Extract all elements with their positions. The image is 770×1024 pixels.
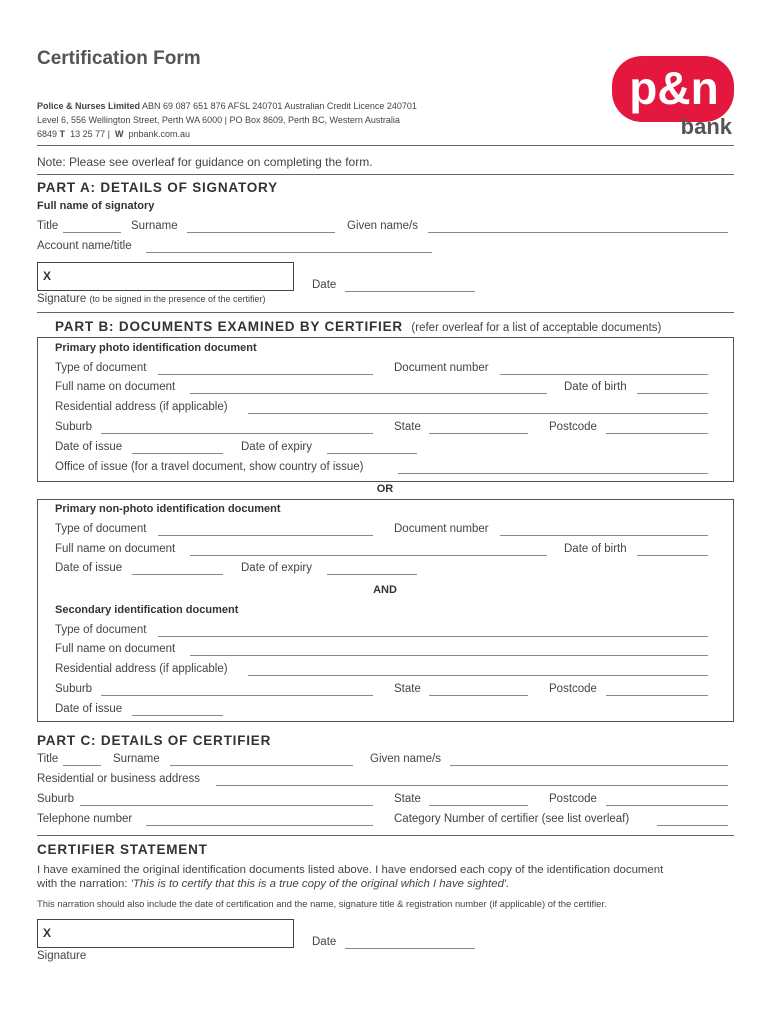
photo-fullname-label: Full name on document bbox=[55, 381, 176, 393]
photo-dob-field[interactable] bbox=[637, 393, 708, 394]
signature-caption: Signature (to be signed in the presence of the certifier) bbox=[37, 293, 266, 305]
certifier-address-field[interactable] bbox=[216, 785, 728, 786]
certifier-phone-label: Telephone number bbox=[37, 813, 133, 825]
signatory-signature-box[interactable] bbox=[37, 262, 294, 291]
photo-dob-label: Date of birth bbox=[564, 381, 627, 393]
photo-suburb-field[interactable] bbox=[101, 433, 373, 434]
company-address: Level 6, 556 Wellington Street, Perth WA 6000 | PO Box 8609, Perth BC, Western Australia bbox=[37, 115, 400, 125]
or-label: OR bbox=[376, 483, 394, 495]
nonphoto-issue-label: Date of issue bbox=[55, 562, 123, 574]
certifier-date-label: Date bbox=[312, 936, 337, 948]
part-c-heading: PART C: DETAILS OF CERTIFIER bbox=[37, 733, 272, 748]
nonphoto-dob-label: Date of birth bbox=[564, 543, 627, 555]
account-label: Account name/title bbox=[37, 240, 132, 252]
photo-office-label: Office of issue (for a travel document, show country of issue) bbox=[55, 461, 364, 473]
logo-mark bbox=[612, 52, 736, 138]
divider bbox=[37, 174, 734, 175]
photo-suburb-label: Suburb bbox=[55, 421, 93, 433]
secondary-postcode-label: Postcode bbox=[549, 683, 597, 695]
secondary-type-label: Type of document bbox=[55, 624, 147, 636]
part-a-heading: PART A: DETAILS OF SIGNATORY bbox=[37, 180, 278, 195]
and-label: AND bbox=[373, 584, 397, 596]
signatory-given-label: Given name/s bbox=[347, 220, 418, 232]
certifier-address-label: Residential or business address bbox=[37, 773, 201, 785]
divider bbox=[37, 312, 734, 313]
nonphoto-issue-field[interactable] bbox=[132, 574, 223, 575]
part-b-heading: PART B: DOCUMENTS EXAMINED BY CERTIFIER bbox=[55, 319, 403, 334]
certifier-given-label: Given name/s bbox=[370, 753, 441, 765]
nonphoto-type-label: Type of document bbox=[55, 523, 147, 535]
photo-type-field[interactable] bbox=[158, 374, 373, 375]
signatory-surname-field[interactable] bbox=[187, 232, 335, 233]
certifier-state-label: State bbox=[394, 793, 421, 805]
certifier-postcode-label: Postcode bbox=[549, 793, 597, 805]
signatory-title-field[interactable] bbox=[63, 232, 121, 233]
secondary-suburb-label: Suburb bbox=[55, 683, 93, 695]
photo-fullname-field[interactable] bbox=[190, 393, 547, 394]
photo-postcode-label: Postcode bbox=[549, 421, 597, 433]
signatory-surname-label: Surname bbox=[131, 220, 178, 232]
svg-text:bank: bank bbox=[680, 114, 732, 138]
certifier-phone-field[interactable] bbox=[146, 825, 373, 826]
certifier-suburb-field[interactable] bbox=[80, 805, 373, 806]
signatory-date-field[interactable] bbox=[345, 291, 475, 292]
certifier-signature-label: Signature bbox=[37, 950, 87, 962]
divider bbox=[37, 145, 734, 146]
certifier-category-label: Category Number of certifier (see list overleaf) bbox=[394, 813, 630, 825]
signatory-date-label: Date bbox=[312, 279, 337, 291]
photo-docnum-label: Document number bbox=[394, 362, 489, 374]
company-abn: ABN 69 087 651 876 AFSL 240701 Australian Credit Licence 240701 bbox=[142, 101, 417, 111]
certifier-surname-label: Surname bbox=[113, 753, 160, 765]
nonphoto-expiry-field[interactable] bbox=[327, 574, 417, 575]
photo-state-field[interactable] bbox=[429, 433, 528, 434]
certifier-state-field[interactable] bbox=[429, 805, 528, 806]
company-details bbox=[37, 99, 597, 141]
secondary-fullname-field[interactable] bbox=[190, 655, 708, 656]
photo-office-field[interactable] bbox=[398, 473, 708, 474]
statement-line-1: I have examined the original identification documents listed above. I have endorsed each copy of the identification document bbox=[37, 864, 664, 876]
certifier-category-field[interactable] bbox=[657, 825, 728, 826]
photo-id-heading: Primary photo identification document bbox=[55, 342, 257, 354]
photo-type-label: Type of document bbox=[55, 362, 147, 374]
part-b-note: (refer overleaf for a list of acceptable documents) bbox=[411, 322, 662, 334]
part-a-subheading: Full name of signatory bbox=[37, 200, 155, 212]
photo-address-label: Residential address (if applicable) bbox=[55, 401, 228, 413]
photo-expiry-field[interactable] bbox=[327, 453, 417, 454]
secondary-suburb-field[interactable] bbox=[101, 695, 373, 696]
photo-state-label: State bbox=[394, 421, 421, 433]
secondary-address-label: Residential address (if applicable) bbox=[55, 663, 228, 675]
part-b-heading-row bbox=[55, 318, 661, 336]
secondary-heading: Secondary identification document bbox=[55, 604, 239, 616]
certifier-signature-box[interactable] bbox=[37, 919, 294, 948]
signature-x: X bbox=[43, 269, 52, 283]
signature-x: X bbox=[43, 926, 52, 940]
nonphoto-docnum-label: Document number bbox=[394, 523, 489, 535]
certifier-title-field[interactable] bbox=[63, 765, 101, 766]
photo-postcode-field[interactable] bbox=[606, 433, 708, 434]
signatory-given-field[interactable] bbox=[428, 232, 728, 233]
secondary-type-field[interactable] bbox=[158, 636, 708, 637]
form-title: Certification Form bbox=[37, 48, 201, 69]
photo-expiry-label: Date of expiry bbox=[241, 441, 312, 453]
photo-docnum-field[interactable] bbox=[500, 374, 708, 375]
account-field[interactable] bbox=[146, 252, 432, 253]
photo-issue-label: Date of issue bbox=[55, 441, 123, 453]
nonphoto-type-field[interactable] bbox=[158, 535, 373, 536]
photo-issue-field[interactable] bbox=[132, 453, 223, 454]
nonphoto-fullname-label: Full name on document bbox=[55, 543, 176, 555]
secondary-postcode-field[interactable] bbox=[606, 695, 708, 696]
nonphoto-fullname-field[interactable] bbox=[190, 555, 547, 556]
divider bbox=[37, 835, 734, 836]
pn-bank-logo bbox=[612, 52, 736, 138]
photo-address-field[interactable] bbox=[248, 413, 708, 414]
secondary-issue-label: Date of issue bbox=[55, 703, 123, 715]
nonphoto-expiry-label: Date of expiry bbox=[241, 562, 312, 574]
certifier-title-label: Title bbox=[37, 753, 59, 765]
certifier-suburb-label: Suburb bbox=[37, 793, 75, 805]
secondary-fullname-label: Full name on document bbox=[55, 643, 176, 655]
secondary-state-label: State bbox=[394, 683, 421, 695]
secondary-address-field[interactable] bbox=[248, 675, 708, 676]
certifier-date-field[interactable] bbox=[345, 948, 475, 949]
non-photo-heading: Primary non-photo identification document bbox=[55, 503, 281, 515]
statement-line-3: This narration should also include the date of certification and the name, signature title & registration number (if applicable) of the certifier. bbox=[37, 898, 607, 909]
certifier-postcode-field[interactable] bbox=[606, 805, 728, 806]
nonphoto-dob-field[interactable] bbox=[637, 555, 708, 556]
statement-line-2: with the narration: 'This is to certify that this is a true copy of the original which I have sighted'. bbox=[37, 878, 510, 890]
secondary-issue-field[interactable] bbox=[132, 715, 223, 716]
secondary-state-field[interactable] bbox=[429, 695, 528, 696]
signatory-title-label: Title bbox=[37, 220, 59, 232]
certifier-surname-field[interactable] bbox=[170, 765, 353, 766]
company-contact: 6849 T 13 25 77 | W pnbank.com.au bbox=[37, 129, 191, 139]
note-text: Note: Please see overleaf for guidance on completing the form. bbox=[37, 155, 373, 169]
company-name: Police & Nurses Limited bbox=[37, 101, 141, 111]
svg-text:p&n: p&n bbox=[629, 62, 719, 114]
statement-heading: CERTIFIER STATEMENT bbox=[37, 842, 208, 857]
nonphoto-docnum-field[interactable] bbox=[500, 535, 708, 536]
certifier-given-field[interactable] bbox=[450, 765, 728, 766]
